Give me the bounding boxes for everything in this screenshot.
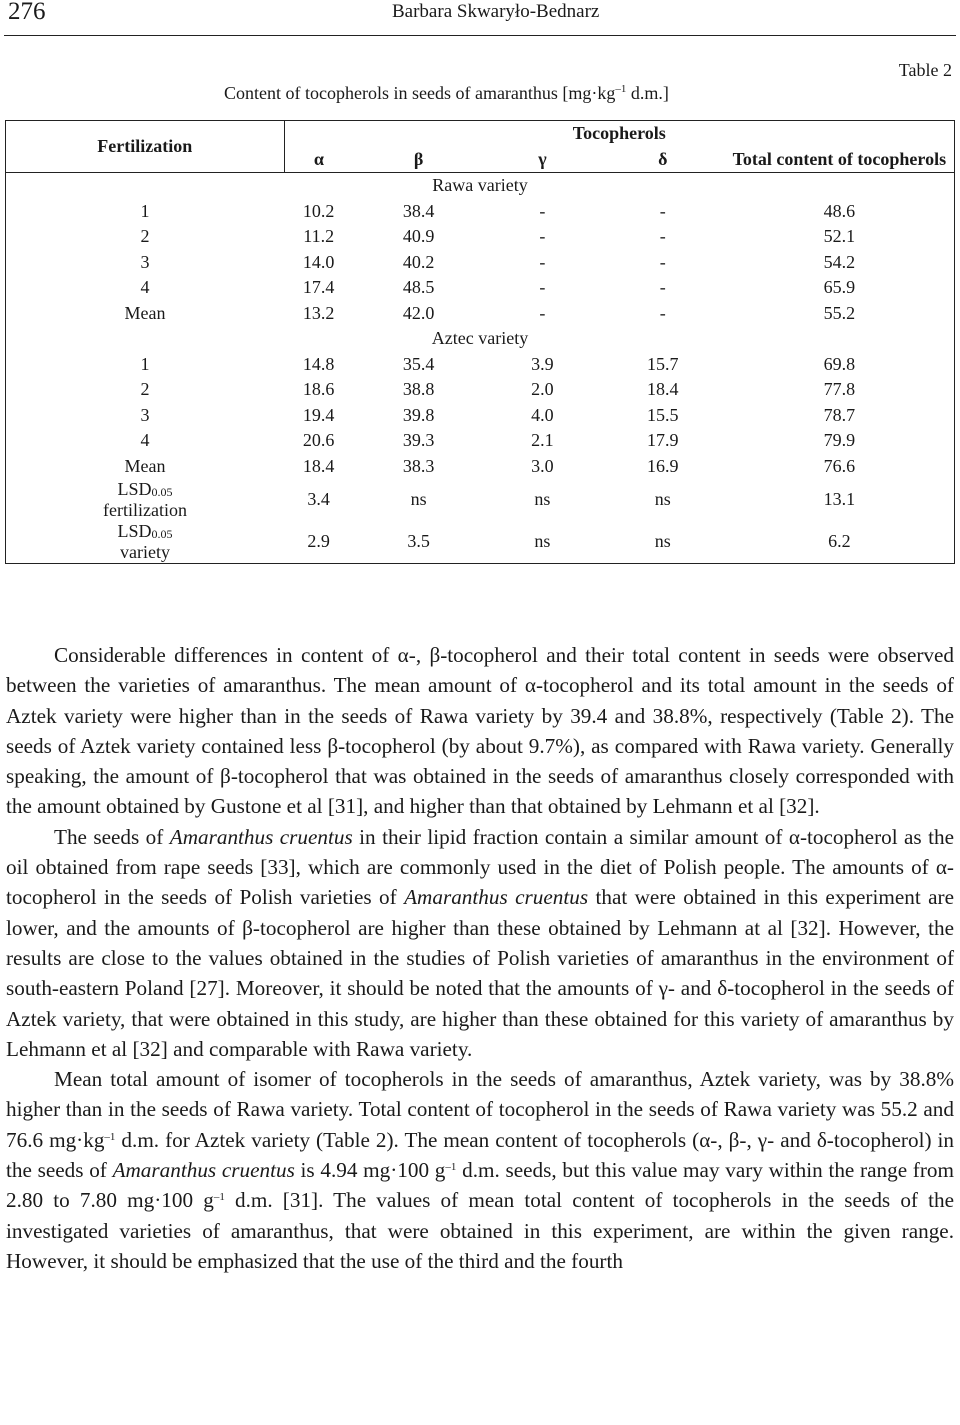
header-rule: [4, 35, 956, 36]
table-row: 1 10.2 38.4 - - 48.6: [6, 199, 955, 225]
table-row: 3 14.0 40.2 - - 54.2: [6, 250, 955, 276]
table-row: 1 14.8 35.4 3.9 15.7 69.8: [6, 352, 955, 378]
paragraph-3: Mean total amount of isomer of tocopherols in the seeds of amaranthus, Aztek variety, was by 38.8% higher than in the seeds of Rawa variety. Total content of tocopherol in the seeds of Rawa variety was 55.2 and 76.6 $mg\cdot kg^{-1}$ d.m. for Aztek variety (Table 2). The mean content of tocopherols (α-, β-, γ- and δ-tocopherol) in the seeds of Amaranthus cruentus is 4.94 mg·100 $g^{-1}$ d.m. seeds, but this value may vary within the range from 2.80 to 7.80 mg·100 $g^{-1}$ d.m. [31]. The values of mean total content of tocopherols in the seeds of the investigated varieties of amaranthus, that were obtained in this experiment, are within the given range. However, it should be emphasized that the use of the third and the fourth: [6, 1067, 955, 1273]
page-header: [6, 0, 954, 30]
section-rawa: Rawa variety: [6, 173, 955, 199]
header-tocopherols: Tocopherols: [284, 121, 955, 147]
table-caption: Content of tocopherols in seeds of amaranthus [$mg\cdot kg^{-1}$ d.m.]: [224, 83, 669, 103]
table-label: Table 2: [898, 60, 952, 80]
header-gamma: γ: [484, 147, 601, 173]
paragraph-2: The seeds of Amaranthus cruentus in their lipid fraction contain a similar amount of α-tocopherol as the oil obtained from rape seeds [33], which are commonly used in the diet of Polish people. The amounts of α-tocopherol in the seeds of Polish varieties of Amaranthus cruentus that were obtained in this experiment are lower, and the amounts of β-tocopherol are higher than these obtained by Lehmann at al [32]. However, the results are close to the values obtained in the studies of Polish varieties of amaranthus in the environment of south-eastern Poland [27]. Moreover, it should be noted that the amounts of γ- and δ-tocopherol in the seeds of Aztek variety, that were obtained in this study, are higher than these obtained for this variety of amaranthus by Lehmann et al [32] and comparable with Rawa variety.: [6, 824, 954, 1061]
header-alpha: α: [284, 147, 353, 173]
table-row-lsd-variety: $LSD_{0.05}$ variety 2.9 3.5 ns ns 6.2: [6, 521, 955, 564]
header-beta: β: [353, 147, 484, 173]
table-row: 2 18.6 38.8 2.0 18.4 77.8: [6, 377, 955, 403]
running-head: Barbara Skwaryło-Bednarz: [392, 1, 600, 22]
table-row-mean: Mean 18.4 38.3 3.0 16.9 76.6: [6, 454, 955, 480]
paragraph-1: Considerable differences in content of α-, β-tocopherol and their total content in seeds were observed between the varieties of amaranthus. The mean amount of α-tocopherol and its total amount in the seeds of Aztek variety were higher than in the seeds of Rawa variety by 39.4 and 38.8%, respectively (Table 2). The seeds of Aztek variety contained less β-tocopherol (by about 9.7%), as compared with Rawa variety. Generally speaking, the amount of β-tocopherol that was obtained in the seeds of amaranthus closely corresponded with the amount obtained by Gustone et al [31], and higher than that obtained by Lehmann et al [32].: [6, 643, 954, 819]
table-row: 3 19.4 39.8 4.0 15.5 78.7: [6, 403, 955, 429]
page-number: 276: [8, 0, 46, 25]
table-row-lsd-fertilization: $LSD_{0.05}$ fertilization 3.4 ns ns ns 13.1: [6, 479, 955, 521]
table-row-mean: Mean 13.2 42.0 - - 55.2: [6, 301, 955, 327]
table-row: 2 11.2 40.9 - - 52.1: [6, 224, 955, 250]
header-total: Total content of tocopherols: [725, 147, 955, 173]
body-text: [6, 640, 954, 1276]
tocopherol-table: [5, 120, 955, 564]
header-delta: δ: [601, 147, 725, 173]
section-aztec: Aztec variety: [6, 326, 955, 352]
table-row: 4 20.6 39.3 2.1 17.9 79.9: [6, 428, 955, 454]
header-fertilization: Fertilization: [6, 121, 285, 173]
table-row: 4 17.4 48.5 - - 65.9: [6, 275, 955, 301]
